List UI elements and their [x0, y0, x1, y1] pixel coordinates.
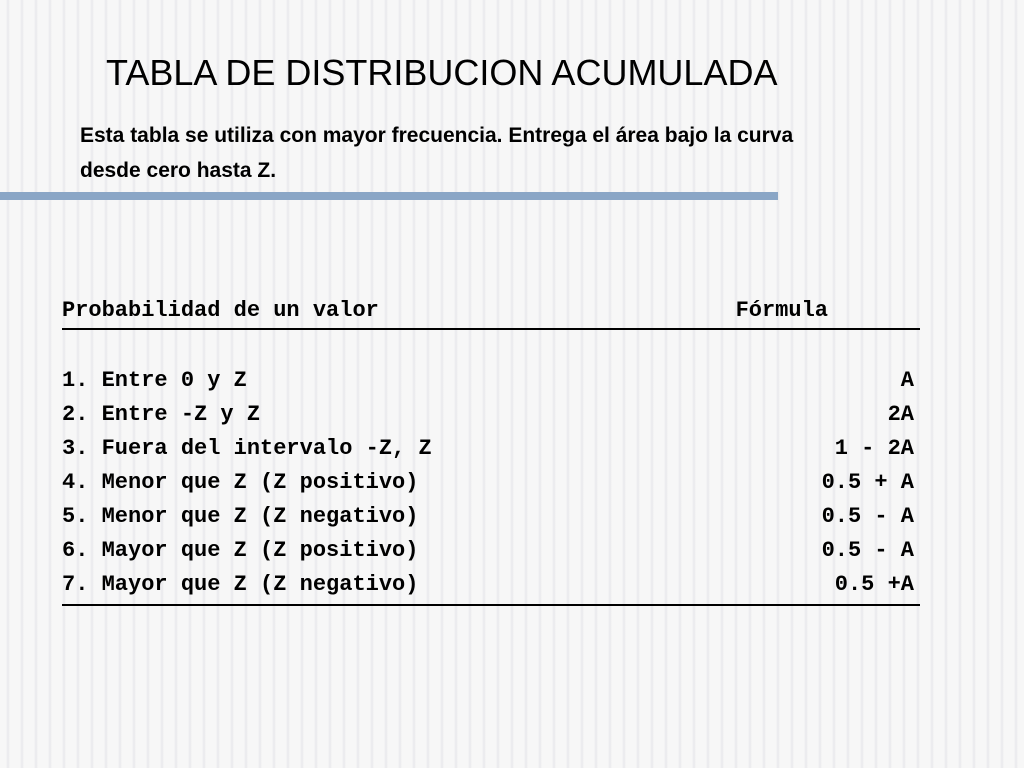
- table-row: [62, 398, 920, 432]
- table-row: [62, 500, 920, 534]
- table-row: [62, 432, 920, 466]
- divider-bar: [0, 192, 778, 200]
- row-formula: 0.5 - A: [821, 504, 914, 529]
- row-label: 4. Menor que Z (Z positivo): [62, 470, 419, 495]
- row-formula: 1 - 2A: [834, 436, 914, 461]
- row-label: 7. Mayor que Z (Z negativo): [62, 572, 419, 597]
- row-label: 2. Entre -Z y Z: [62, 402, 261, 427]
- subtitle-line-1: Esta tabla se utiliza con mayor frecuencia. Entrega el área bajo la curva: [80, 124, 794, 147]
- row-formula: 0.5 +A: [834, 572, 914, 597]
- header-probability: Probabilidad de un valor: [62, 298, 379, 323]
- formula-table: [62, 294, 920, 606]
- row-formula: 0.5 + A: [821, 470, 914, 495]
- table-header: [62, 294, 920, 330]
- row-formula: 2A: [887, 402, 914, 427]
- table-row: [62, 466, 920, 500]
- row-label: 1. Entre 0 y Z: [62, 368, 247, 393]
- table-row: [62, 364, 920, 398]
- header-formula: Fórmula: [735, 298, 828, 323]
- subtitle-line-2: desde cero hasta Z.: [80, 159, 277, 182]
- table-body: [62, 364, 920, 606]
- table-row: [62, 534, 920, 568]
- row-label: 6. Mayor que Z (Z positivo): [62, 538, 419, 563]
- row-formula: A: [900, 368, 914, 393]
- row-label: 5. Menor que Z (Z negativo): [62, 504, 419, 529]
- slide-subtitle: [80, 118, 793, 188]
- row-formula: 0.5 - A: [821, 538, 914, 563]
- row-label: 3. Fuera del intervalo -Z, Z: [62, 436, 432, 461]
- slide-title: TABLA DE DISTRIBUCION ACUMULADA: [106, 52, 778, 93]
- table-row: [62, 568, 920, 602]
